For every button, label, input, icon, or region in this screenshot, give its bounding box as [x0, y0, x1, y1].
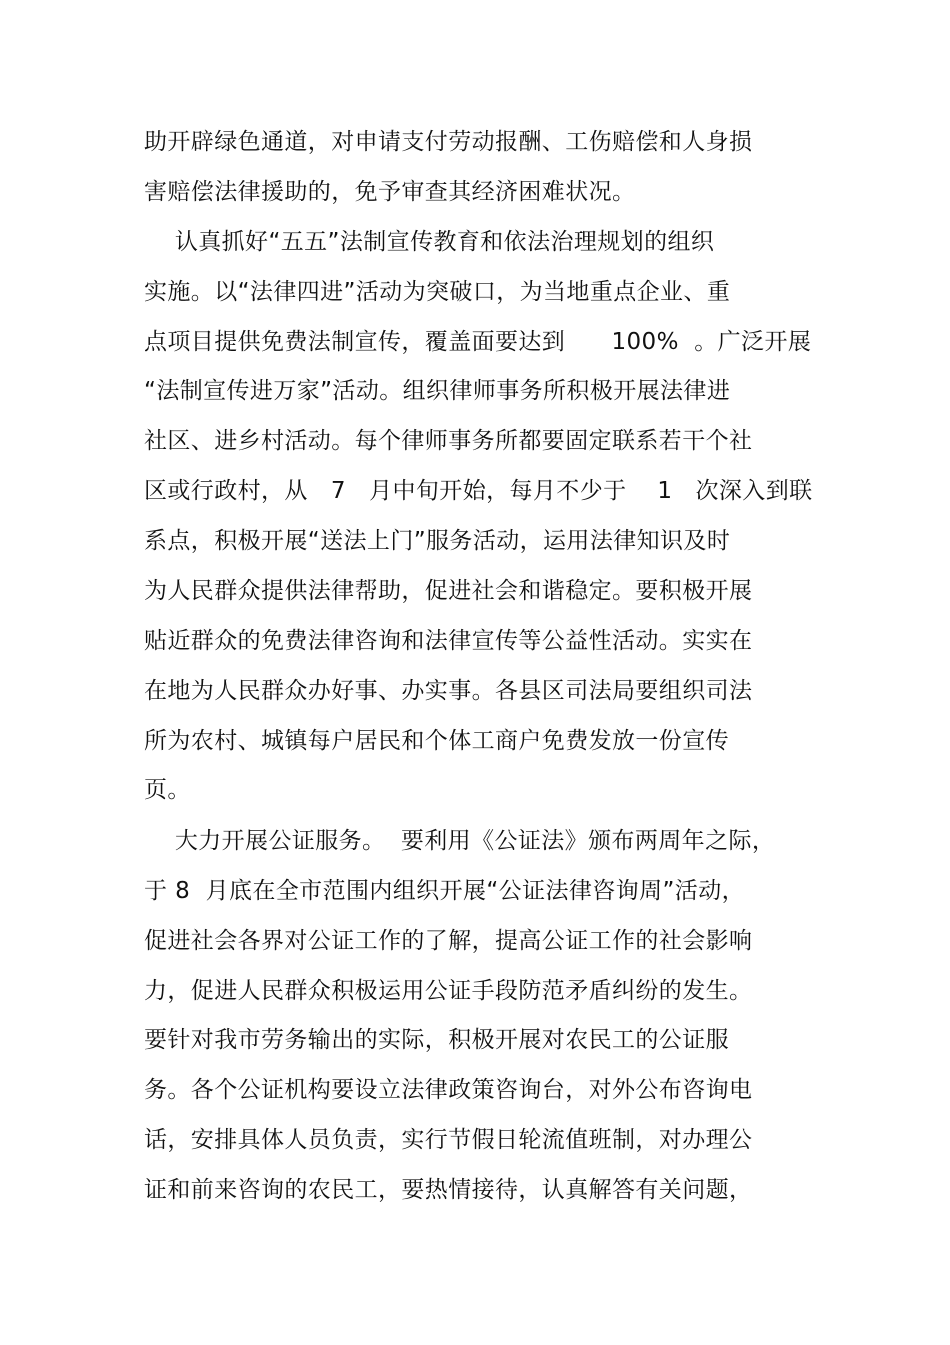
- text-line: 认真抓好“五五”法制宣传教育和依法治理规划的组织: [144, 229, 715, 255]
- text-line: 贴近群众的免费法律咨询和法律宣传等公益性活动。实实在: [144, 628, 753, 654]
- text-line: 所为农村、城镇每户居民和个体工商户免费发放一份宣传: [144, 728, 729, 754]
- text-line: 促进社会各界对公证工作的了解，提高公证工作的社会影响: [144, 928, 753, 954]
- text-line: 点项目提供免费法制宣传，覆盖面要达到 100% 。广泛开展: [144, 329, 812, 355]
- text-line: 页。: [144, 777, 191, 803]
- text-line: 实施。以“法律四进”活动为突破口，为当地重点企业、重: [144, 279, 731, 305]
- text-line: 社区、进乡村活动。每个律师事务所都要固定联系若干个社: [144, 428, 753, 454]
- text-line: 力，促进人民群众积极运用公证手段防范矛盾纠纷的发生。: [144, 978, 753, 1004]
- text-line: 害赔偿法律援助的，免予审查其经济困难状况。: [144, 179, 636, 205]
- text-line: 证和前来咨询的农民工，要热情接待，认真解答有关问题，: [144, 1177, 753, 1203]
- text-line: 在地为人民群众办好事、办实事。各县区司法局要组织司法: [144, 678, 753, 704]
- text-line: 务。各个公证机构要设立法律政策咨询台，对外公布咨询电: [144, 1077, 753, 1103]
- text-line: 要针对我市劳务输出的实际，积极开展对农民工的公证服: [144, 1027, 729, 1053]
- text-line: 于 8 月底在全市范围内组织开展“公证法律咨询周”活动，: [144, 878, 745, 904]
- text-line: “法制宣传进万家”活动。组织律师事务所积极开展法律进: [144, 378, 731, 404]
- text-line: 为人民群众提供法律帮助，促进社会和谐稳定。要积极开展: [144, 578, 753, 604]
- text-line: 大力开展公证服务。 要利用《公证法》颁布两周年之际，: [144, 828, 776, 854]
- text-line: 区或行政村，从 7 月中旬开始，每月不少于 1 次深入到联: [144, 478, 813, 504]
- text-line: 系点，积极开展“送法上门”服务活动，运用法律知识及时: [144, 528, 731, 554]
- text-line: 话，安排具体人员负责，实行节假日轮流值班制，对办理公: [144, 1127, 753, 1153]
- text-line: 助开辟绿色通道，对申请支付劳动报酬、工伤赔偿和人身损: [144, 129, 753, 155]
